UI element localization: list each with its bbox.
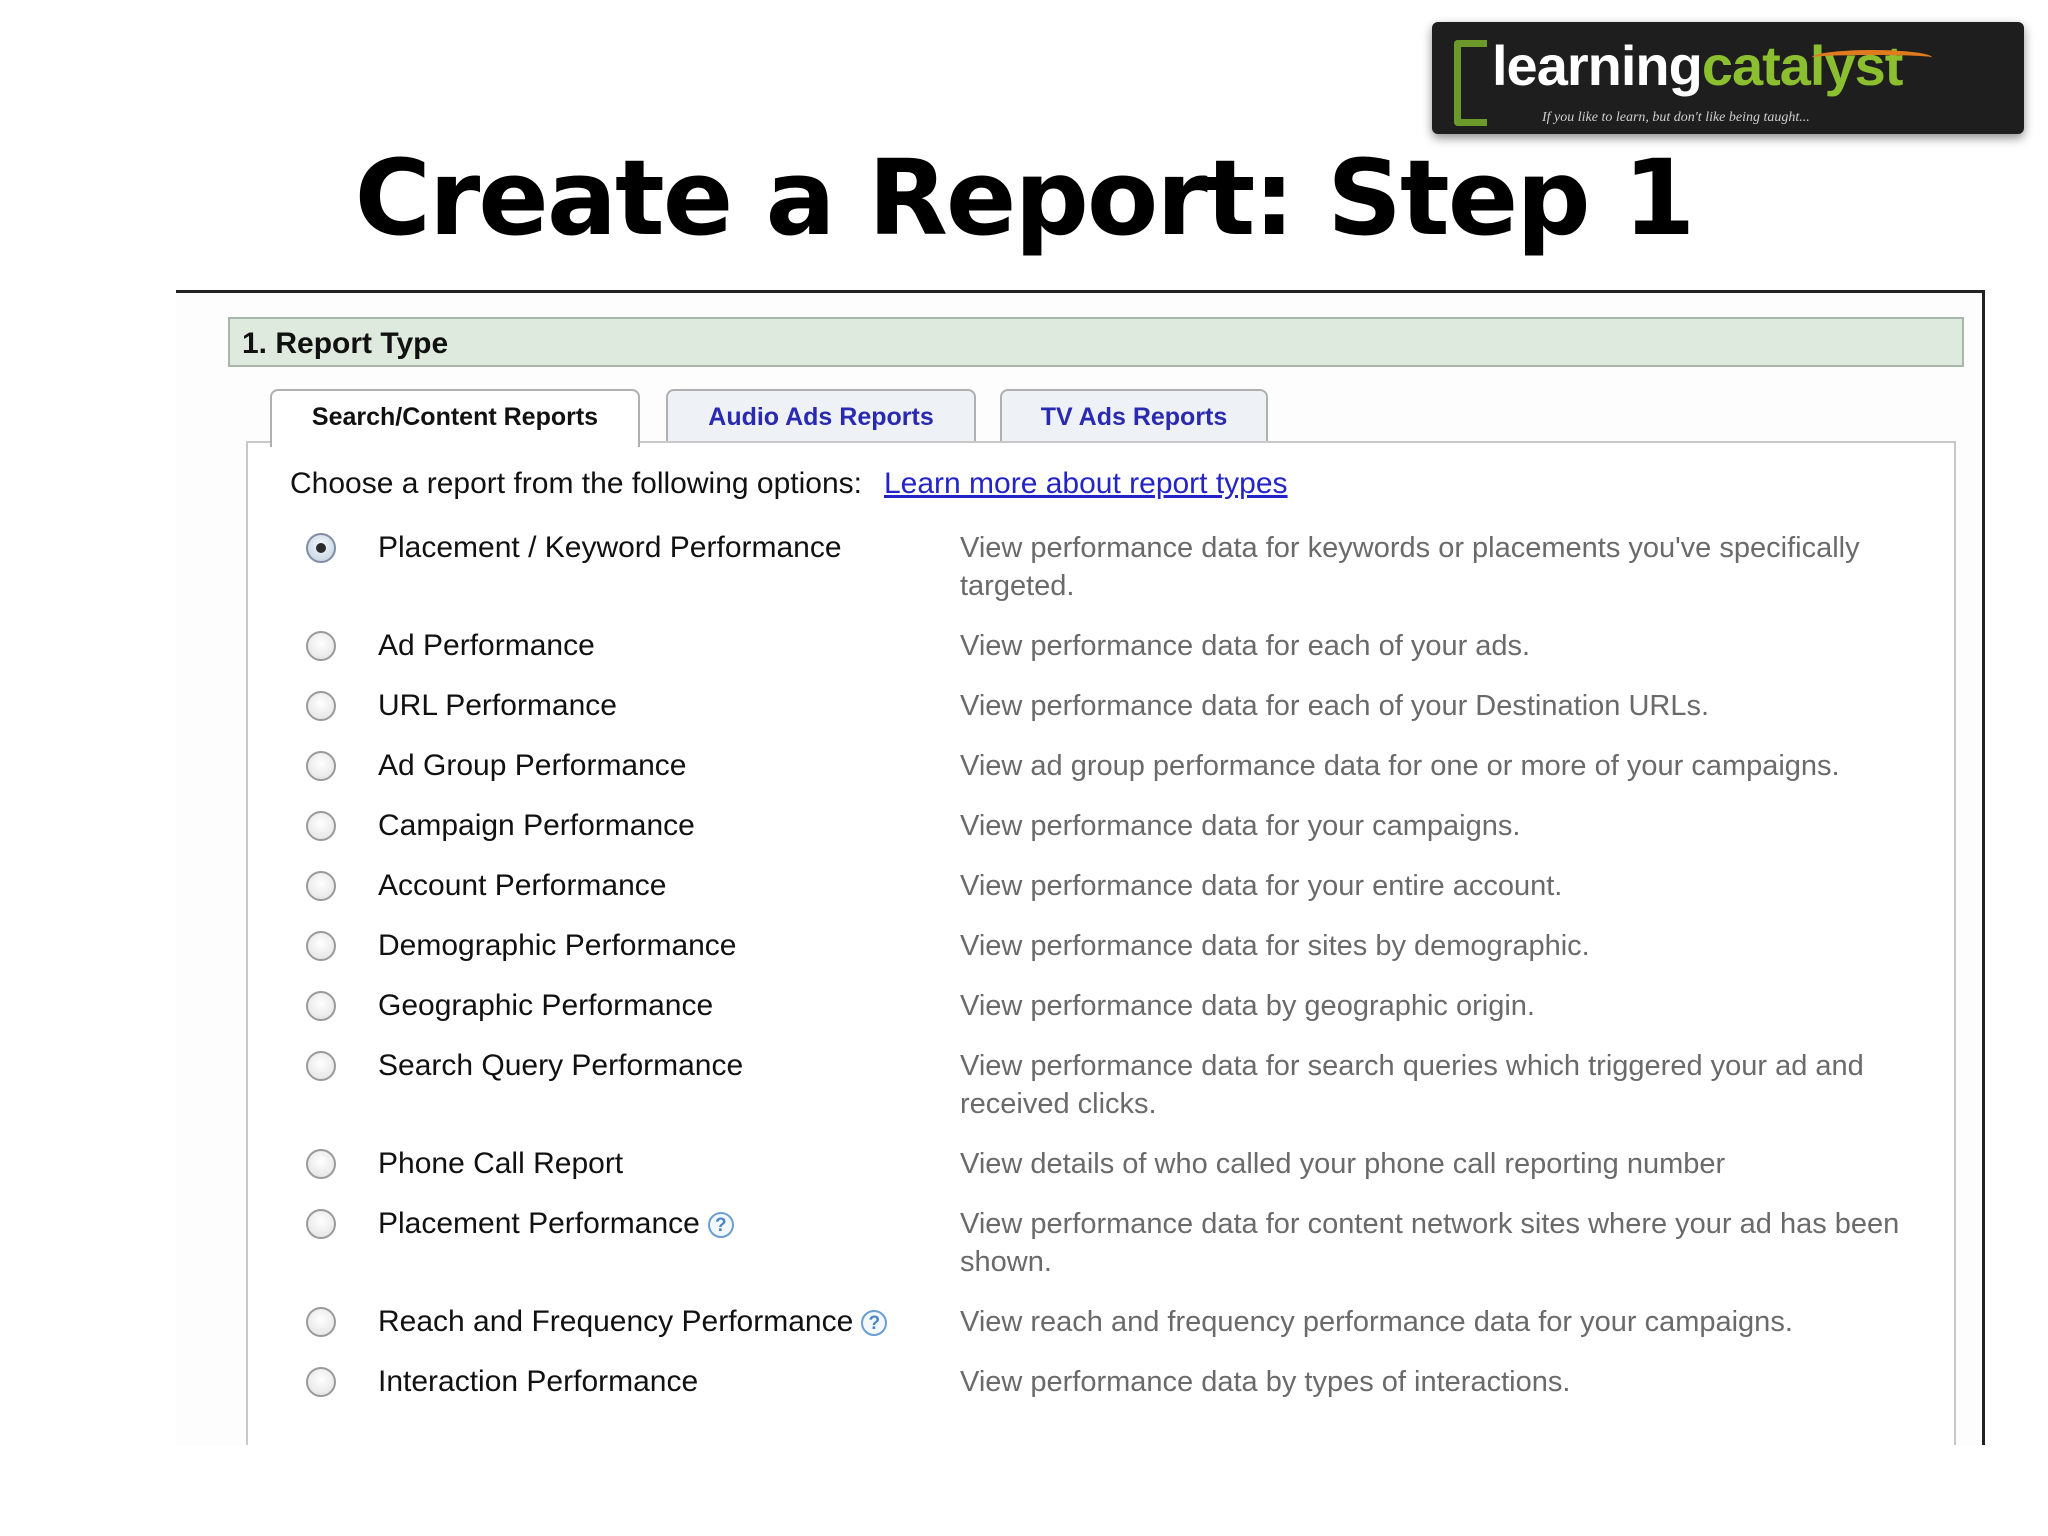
report-option-name: Placement / Keyword Performance (378, 531, 842, 564)
tab-tv-ads-reports[interactable]: TV Ads Reports (1000, 389, 1268, 443)
report-option-row[interactable] (248, 1145, 1954, 1205)
report-option-name-cell (378, 927, 737, 965)
report-option-name-cell (378, 1363, 698, 1401)
logo-word-catalyst: catalyst (1701, 34, 1903, 97)
report-radio-button[interactable] (306, 871, 336, 901)
report-option-description: View performance data by types of interactions. (960, 1366, 1571, 1398)
report-option-description: View reach and frequency performance data for your campaigns. (960, 1306, 1793, 1338)
report-option-row[interactable] (248, 627, 1954, 687)
report-option-name: URL Performance (378, 689, 617, 722)
report-option-name-cell (378, 747, 686, 785)
report-option-row[interactable] (248, 867, 1954, 927)
report-option-name-cell (378, 1303, 887, 1341)
report-option-name-cell (378, 1047, 743, 1085)
report-radio-button[interactable] (306, 1149, 336, 1179)
report-option-row[interactable] (248, 807, 1954, 867)
learn-more-report-types-link[interactable]: Learn more about report types (883, 467, 1288, 500)
report-option-name-cell (378, 687, 617, 725)
report-options-list (248, 529, 1954, 1423)
report-option-description: View performance data for each of your Destination URLs. (960, 690, 1710, 722)
report-option-description: View performance data for your campaigns. (960, 810, 1521, 842)
report-option-name: Placement Performance (378, 1207, 700, 1240)
report-options-panel (246, 441, 1956, 1445)
report-option-name: Phone Call Report (378, 1147, 624, 1180)
report-option-description: View ad group performance data for one or more of your campaigns. (960, 750, 1840, 782)
report-radio-button[interactable] (306, 751, 336, 781)
report-option-name: Campaign Performance (378, 809, 695, 842)
report-option-row[interactable] (248, 1205, 1954, 1303)
section-header-report-type: 1. Report Type (228, 317, 1964, 367)
report-option-name: Account Performance (378, 869, 667, 902)
report-option-name-cell (378, 529, 842, 567)
report-option-name: Interaction Performance (378, 1365, 699, 1398)
report-option-row[interactable] (248, 927, 1954, 987)
slide-title: Create a Report: Step 1 (354, 137, 1694, 259)
report-prompt-text: Choose a report from the following options: (290, 467, 862, 500)
report-option-name: Reach and Frequency Performance (378, 1305, 854, 1338)
learningcatalyst-logo (1432, 22, 2024, 134)
logo-word-learning: learning (1492, 34, 1702, 97)
help-question-icon[interactable]: ? (861, 1310, 887, 1336)
report-option-name-cell (378, 807, 695, 845)
report-option-description: View performance data for each of your ads. (960, 630, 1531, 662)
report-option-description: View performance data for content network sites where your ad has been shown. (960, 1208, 1900, 1278)
report-option-row[interactable] (248, 1047, 1954, 1145)
report-radio-button[interactable] (306, 811, 336, 841)
report-option-description: View performance data for search queries which triggered your ad and received clicks. (960, 1050, 1864, 1120)
logo-swoosh-mark (1812, 50, 1932, 65)
report-option-description: View performance data for sites by demographic. (960, 930, 1590, 962)
report-radio-button[interactable] (306, 991, 336, 1021)
report-option-description: View performance data for your entire account. (960, 870, 1563, 902)
report-option-row[interactable] (248, 1363, 1954, 1423)
report-option-row[interactable] (248, 1303, 1954, 1363)
report-radio-button[interactable] (306, 1051, 336, 1081)
report-option-name: Geographic Performance (378, 989, 714, 1022)
logo-bracket-mark (1454, 40, 1487, 126)
report-option-name-cell (378, 867, 666, 905)
report-radio-button[interactable] (306, 631, 336, 661)
report-radio-button[interactable] (306, 1367, 336, 1397)
report-option-name: Demographic Performance (378, 929, 737, 962)
report-option-row[interactable] (248, 529, 1954, 627)
report-option-description: View performance data for keywords or placements you've specifically targeted. (960, 532, 1860, 602)
report-option-name: Ad Group Performance (378, 749, 687, 782)
report-option-row[interactable] (248, 747, 1954, 807)
report-radio-button[interactable] (306, 1209, 336, 1239)
logo-tagline: If you like to learn, but don't like being taught... (1542, 110, 1810, 125)
report-radio-button[interactable] (306, 931, 336, 961)
report-screenshot-frame (176, 290, 1985, 1445)
help-question-icon[interactable]: ? (708, 1212, 734, 1238)
report-radio-button[interactable] (306, 533, 336, 563)
report-prompt-row (290, 467, 1288, 501)
report-option-name-cell (378, 987, 713, 1025)
report-option-row[interactable] (248, 987, 1954, 1047)
tab-audio-ads-reports[interactable]: Audio Ads Reports (666, 389, 976, 443)
report-option-name: Ad Performance (378, 629, 595, 662)
report-option-name-cell (378, 1205, 734, 1243)
logo-wordmark (1492, 34, 1902, 98)
report-option-name-cell (378, 1145, 623, 1183)
report-option-description: View performance data by geographic origin. (960, 990, 1535, 1022)
report-radio-button[interactable] (306, 1307, 336, 1337)
report-option-name: Search Query Performance (378, 1049, 744, 1082)
tab-search-content-reports[interactable]: Search/Content Reports (270, 389, 640, 447)
report-radio-button[interactable] (306, 691, 336, 721)
report-option-name-cell (378, 627, 595, 665)
report-option-row[interactable] (248, 687, 1954, 747)
report-option-description: View details of who called your phone call reporting number (960, 1148, 1726, 1180)
